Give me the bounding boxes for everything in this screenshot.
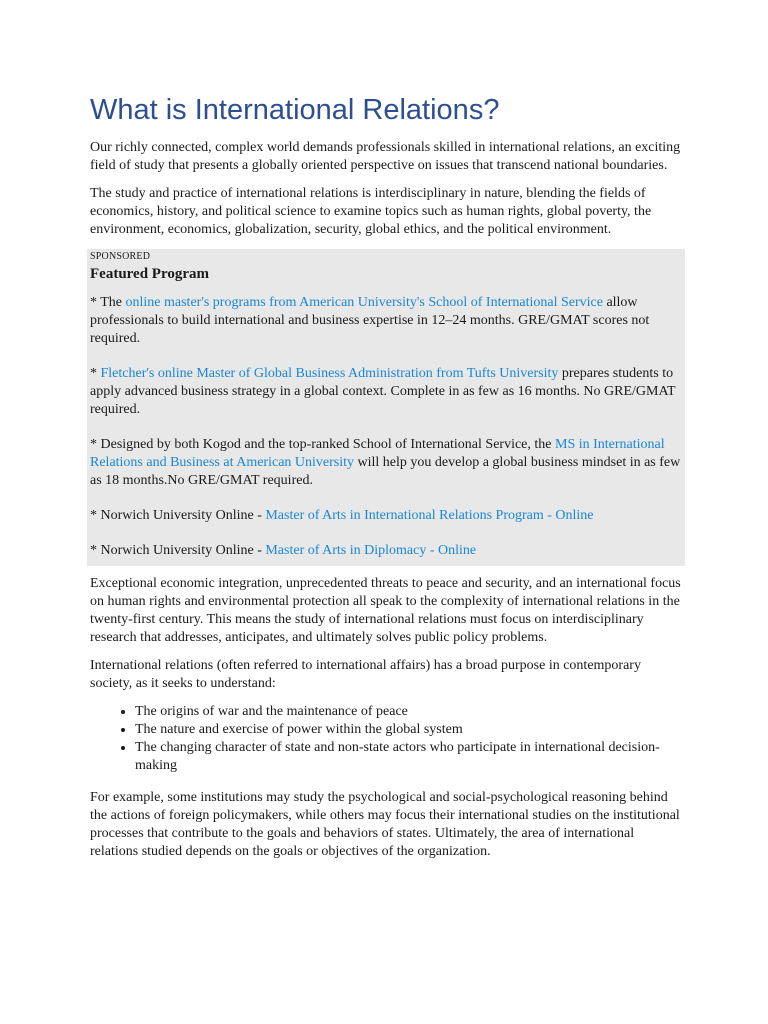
program-link-norwich-diplomacy[interactable]: Master of Arts in Diplomacy - Online <box>265 543 477 558</box>
program-link-american-ms-irb[interactable]: MS in International Relations and Business at American University <box>90 437 665 470</box>
intro-paragraph-2: The study and practice of international relations is interdisciplinary in nature, blending the fields of economics, history, and political science to examine topics such as human rights, global poverty, the environment, economics, globalization, security, global ethics, and the political environment. <box>90 186 652 237</box>
featured-program-item <box>90 436 682 490</box>
item-prefix: * The <box>90 295 126 310</box>
featured-program-item <box>90 294 682 348</box>
featured-program-item <box>90 542 682 560</box>
body-paragraph-1: Exceptional economic integration, unprecedented threats to peace and security, and an international focus on human rights and environmental protection all speak to the complexity of international relations in the twenty-first century. This means the study of international relations must focus on interdisciplinary research that addresses, anticipates, and ultimately solves public policy problems. <box>90 576 681 645</box>
featured-program-item <box>90 365 682 419</box>
item-prefix: * Norwich University Online - <box>90 508 266 523</box>
item-suffix: prepares students to apply advanced business strategy in a global context. Complete in as few as 16 months. No GRE/GMAT required. <box>90 366 676 417</box>
item-suffix: will help you develop a global business mindset in as few as 18 months.No GRE/GMAT required. <box>90 455 681 488</box>
intro-paragraph-1: Our richly connected, complex world demands professionals skilled in international relations, an exciting field of study that presents a globally oriented perspective on issues that transcend national boundaries. <box>90 140 681 173</box>
purpose-bullet-list <box>90 703 682 775</box>
body-paragraph-2: International relations (often referred to international affairs) has a broad purpose in contemporary society, as it seeks to understand: <box>90 658 641 691</box>
featured-program-item <box>90 507 682 525</box>
article-content <box>90 92 682 871</box>
program-link-american-sis[interactable]: online master's programs from American University's School of International Service <box>125 295 603 310</box>
program-link-tufts-fletcher[interactable]: Fletcher's online Master of Global Business Administration from Tufts University <box>100 366 559 381</box>
bullet-item: • The changing character of state and non-state actors who participate in international decision-making <box>135 739 682 775</box>
sponsored-tag: SPONSORED <box>90 251 151 262</box>
item-prefix: * Designed by both Kogod and the top-ranked School of International Service, the <box>90 437 555 452</box>
program-link-norwich-ir[interactable]: Master of Arts in International Relations Program - Online <box>265 508 594 523</box>
item-prefix: * Norwich University Online - <box>90 543 266 558</box>
body-paragraph-3: For example, some institutions may study the psychological and social-psychological reasoning behind the actions of foreign policymakers, while others may focus their international studies on the institutional processes that contribute to the goals and behaviors of states. Ultimately, the area of international relations studied depends on the goals or objectives of the organization. <box>90 790 680 859</box>
sponsored-box <box>87 249 685 566</box>
page-title: What is International Relations? <box>90 94 500 126</box>
bullet-item: • The origins of war and the maintenance of peace <box>135 703 682 721</box>
featured-program-title: Featured Program <box>90 266 209 282</box>
item-suffix: allow professionals to build international and business expertise in 12–24 months. GRE/GMAT scores not required. <box>90 295 650 346</box>
bullet-item: • The nature and exercise of power within the global system <box>135 721 682 739</box>
item-prefix: * <box>90 366 101 381</box>
